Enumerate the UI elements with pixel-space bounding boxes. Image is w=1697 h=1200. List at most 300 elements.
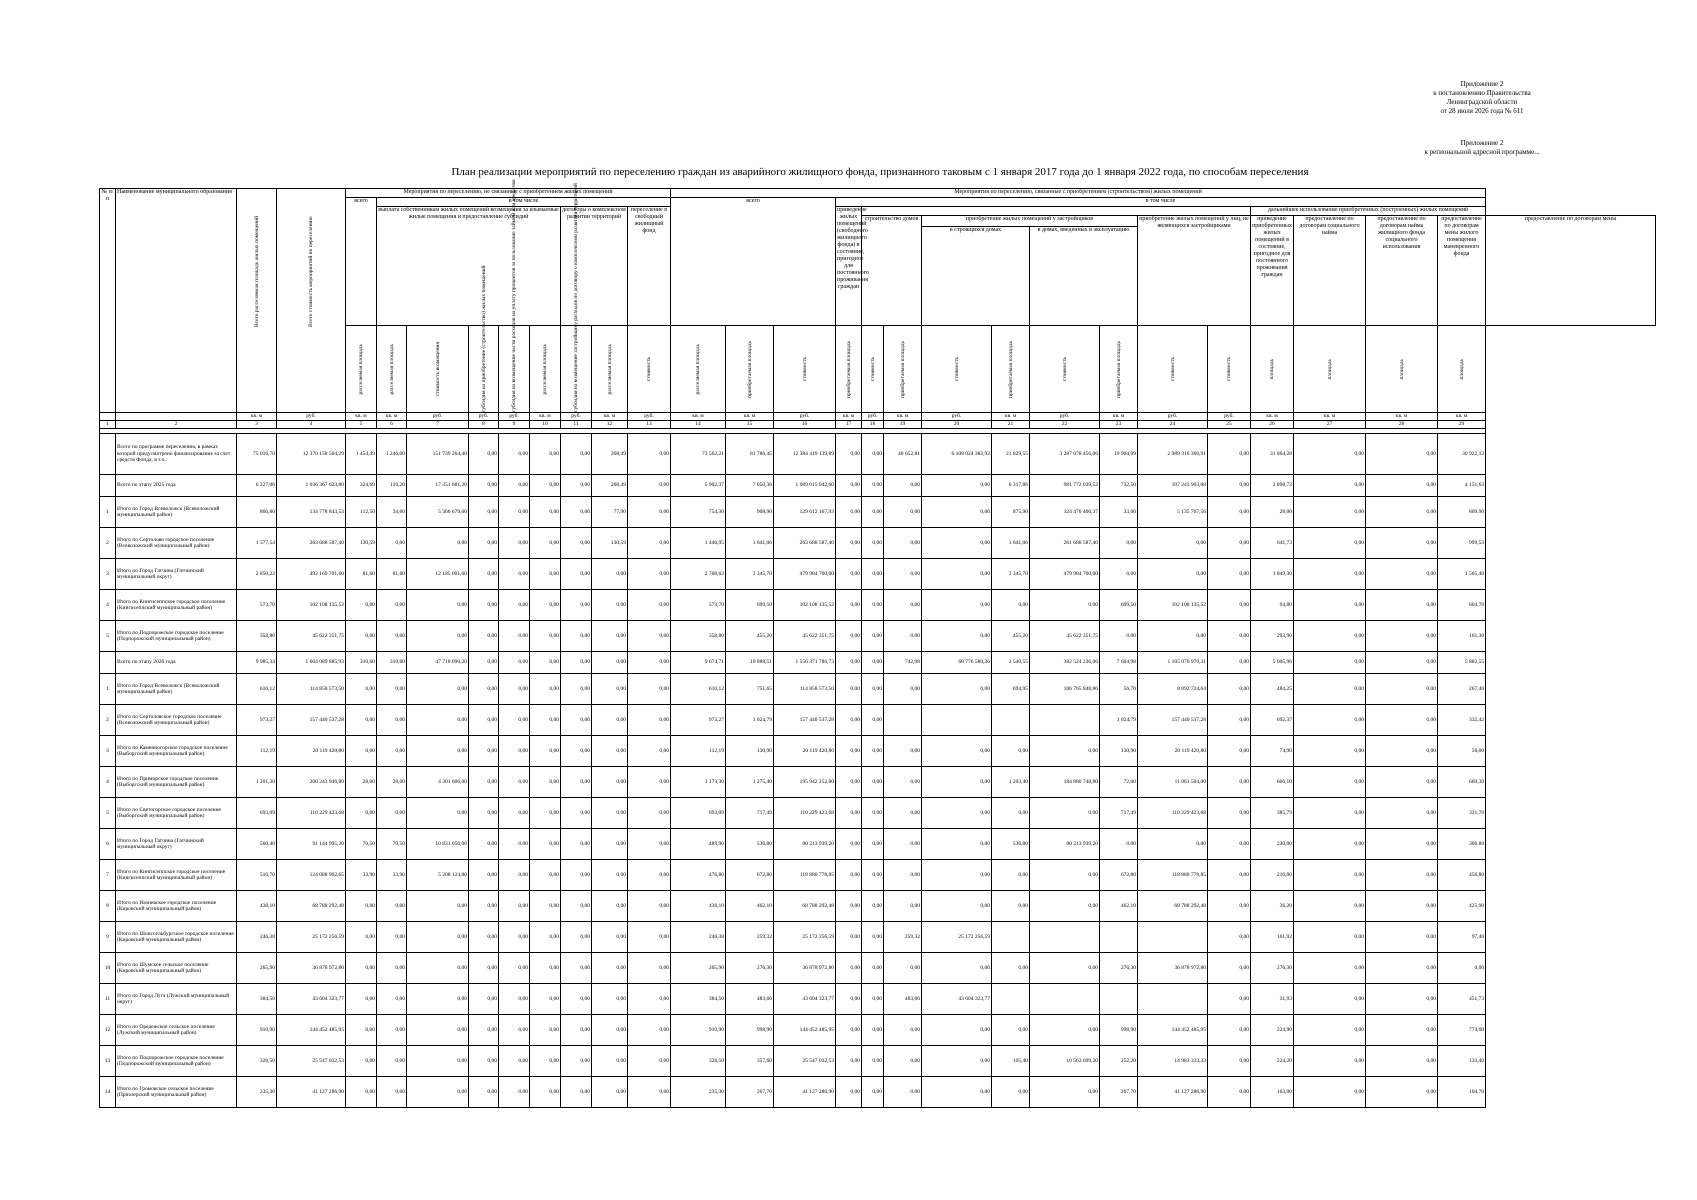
column-number-cell: 10 — [530, 421, 561, 429]
value-cell: 0,00 — [992, 860, 1030, 891]
col-16-label: стоимость — [801, 356, 808, 382]
column-number-cell: 14 — [671, 421, 726, 429]
value-cell: 3 287 078 456,06 — [1030, 434, 1100, 475]
value-cell: 0,00 — [592, 922, 628, 953]
value-cell: 0,00 — [592, 674, 628, 705]
value-cell: 68 788 292,48 — [277, 891, 346, 922]
value-cell: 425,90 — [1438, 891, 1486, 922]
value-cell: 0,00 — [530, 652, 561, 674]
value-cell: 0,00 — [469, 767, 499, 798]
value-cell: 0,00 — [1208, 590, 1251, 621]
value-cell: 10 831 056,00 — [407, 829, 469, 860]
value-cell: 30 922,12 — [1438, 434, 1486, 475]
value-cell: 20 119 420,80 — [774, 736, 836, 767]
value-cell: 0,00 — [836, 984, 862, 1015]
value-cell: 0,00 — [862, 984, 884, 1015]
value-cell: 28,00 — [1251, 497, 1294, 528]
municipality-name-cell: Итого по Сертоловское городское поселение (Всеволожский муниципальный район) — [116, 705, 237, 736]
value-cell: 0,00 — [377, 798, 407, 829]
column-number-cell: 28 — [1366, 421, 1438, 429]
value-cell: 21 829,55 — [992, 434, 1030, 475]
col-10-label: расселяемая площадь — [542, 343, 548, 395]
value-cell: 0,00 — [1294, 922, 1366, 953]
value-cell: 5 882,55 — [1438, 652, 1486, 674]
value-cell: 0,00 — [1100, 621, 1138, 652]
value-cell: 0,00 — [922, 475, 992, 497]
value-cell: 0,00 — [992, 953, 1030, 984]
value-cell: 0,00 — [1208, 475, 1251, 497]
value-cell: 130,90 — [726, 736, 774, 767]
value-cell: 0,00 — [862, 767, 884, 798]
value-cell — [1030, 922, 1100, 953]
value-cell: 358,80 — [671, 621, 726, 652]
value-cell: 112,19 — [671, 736, 726, 767]
municipality-name-cell: Итого по Шумское сельское поселение (Кировский муниципальный район) — [116, 953, 237, 984]
value-cell: 0,00 — [1138, 829, 1208, 860]
municipality-name-cell: Итого по Приморское городское поселение (Выборгский муниципальный район) — [116, 767, 237, 798]
value-cell: 0,00 — [377, 1046, 407, 1077]
value-cell: 0,00 — [499, 705, 530, 736]
value-cell: 0,00 — [1138, 528, 1208, 559]
value-cell: 0,00 — [407, 798, 469, 829]
value-cell: 0,00 — [628, 705, 671, 736]
row-number-cell: 6 — [100, 829, 116, 860]
value-cell: 81 786,45 — [726, 434, 774, 475]
value-cell: 0,00 — [469, 559, 499, 590]
value-cell: 0,00 — [1208, 736, 1251, 767]
value-cell: 8 092 724,64 — [1138, 674, 1208, 705]
value-cell: 33,00 — [1100, 497, 1138, 528]
value-cell: 20 119 420,80 — [1138, 736, 1208, 767]
value-cell: 235,30 — [237, 1077, 277, 1108]
value-cell: 0,00 — [1294, 528, 1366, 559]
municipality-name-cell: Всего по этапу 2026 года — [116, 652, 237, 674]
value-cell: 112,50 — [346, 497, 377, 528]
value-cell — [922, 705, 992, 736]
value-cell: 981 772 039,52 — [1030, 475, 1100, 497]
value-cell: 0,00 — [377, 621, 407, 652]
value-cell: 998,90 — [726, 1015, 774, 1046]
value-cell: 41 127 286,90 — [277, 1077, 346, 1108]
value-cell: 0,00 — [530, 1015, 561, 1046]
value-cell: 0,00 — [592, 1046, 628, 1077]
value-cell: 107 243 903,08 — [1138, 475, 1208, 497]
value-cell: 0,00 — [1294, 705, 1366, 736]
value-cell — [884, 705, 922, 736]
value-cell: 0,00 — [469, 798, 499, 829]
value-cell: 0,00 — [592, 953, 628, 984]
unit-cell: руб. — [1208, 413, 1251, 421]
table-row — [100, 434, 1656, 475]
municipality-name-cell: Итого по Город Всеволожск (Всеволожский муниципальный район) — [116, 497, 237, 528]
value-cell: 0,00 — [1366, 922, 1438, 953]
value-cell: 208,49 — [592, 475, 628, 497]
col-14-header — [671, 326, 726, 413]
value-cell: 910,90 — [237, 1015, 277, 1046]
value-cell: 130,90 — [1100, 736, 1138, 767]
value-cell: 0,00 — [499, 736, 530, 767]
unit-cell: кв. м — [592, 413, 628, 421]
unit-cell: кв. м — [836, 413, 862, 421]
value-cell: 0,00 — [836, 860, 862, 891]
value-cell: 157 440 537,28 — [774, 705, 836, 736]
value-cell: 41 127 286,90 — [1138, 1077, 1208, 1108]
value-cell: 130,59 — [592, 528, 628, 559]
column-number-cell: 19 — [884, 421, 922, 429]
column-number-row — [100, 421, 1656, 429]
value-cell: 246,38 — [237, 922, 277, 953]
municipality-name-cell: Итого по Город Гатчина (Гатчинский муниципальный округ) — [116, 829, 237, 860]
col-22-label: стоимость — [1061, 356, 1068, 382]
value-cell: 2 989 316 300,91 — [1138, 434, 1208, 475]
col-13-label: стоимость — [646, 356, 652, 382]
value-cell: 0,00 — [992, 736, 1030, 767]
value-cell: 144 452 485,95 — [277, 1015, 346, 1046]
value-cell: 0,00 — [561, 736, 592, 767]
value-cell: 0,00 — [499, 984, 530, 1015]
column-number-cell: 13 — [628, 421, 671, 429]
value-cell: 0,00 — [530, 621, 561, 652]
value-cell: 0,00 — [1208, 984, 1251, 1015]
value-cell: 0,00 — [530, 798, 561, 829]
unit-cell: руб. — [862, 413, 884, 421]
value-cell: 12 384 419 139,89 — [774, 434, 836, 475]
value-cell: 0,00 — [862, 705, 884, 736]
value-cell: 118 880 778,85 — [1138, 860, 1208, 891]
value-cell: 0,00 — [836, 953, 862, 984]
value-cell: 0,00 — [346, 798, 377, 829]
value-cell: 36 878 972,80 — [774, 953, 836, 984]
value-cell: 0,00 — [499, 528, 530, 559]
value-cell: 1 556 371 786,73 — [774, 652, 836, 674]
col-mo-header: Наименование муниципального образования — [116, 189, 237, 413]
value-cell: 94,80 — [1251, 590, 1294, 621]
value-cell: 0,00 — [530, 1046, 561, 1077]
value-cell: 0,00 — [884, 674, 922, 705]
value-cell: 0,00 — [884, 891, 922, 922]
value-cell: 0,00 — [1366, 1046, 1438, 1077]
value-cell: 484,25 — [1251, 674, 1294, 705]
col-21-header — [992, 326, 1030, 413]
value-cell: 261 688 587,40 — [1030, 528, 1100, 559]
value-cell: 1 604 089 885,93 — [277, 652, 346, 674]
value-cell: 0,00 — [836, 767, 862, 798]
value-cell: 0,00 — [499, 475, 530, 497]
value-cell: 0,00 — [407, 590, 469, 621]
value-cell: 43 604 323,77 — [922, 984, 992, 1015]
table-row — [100, 829, 1656, 860]
value-cell: 669,30 — [1438, 767, 1486, 798]
value-cell: 0,00 — [592, 559, 628, 590]
value-cell: 0,00 — [1294, 497, 1366, 528]
value-cell: 0,00 — [836, 829, 862, 860]
value-cell: 0,00 — [1294, 736, 1366, 767]
value-cell: 56,70 — [1100, 674, 1138, 705]
value-cell: 328,50 — [237, 1046, 277, 1077]
value-cell: 0,00 — [836, 1015, 862, 1046]
municipality-name-cell: Итого по Каменногорское городское поселение (Выборгский муниципальный район) — [116, 736, 237, 767]
value-cell: 0,00 — [922, 860, 992, 891]
value-cell: 0,00 — [836, 891, 862, 922]
value-cell: 310,60 — [377, 652, 407, 674]
value-cell: 0,00 — [530, 829, 561, 860]
value-cell: 0,00 — [561, 559, 592, 590]
g1c-header: переселение в свободный жилищный фонд — [628, 207, 671, 326]
table-row — [100, 1046, 1656, 1077]
group-purchase-header: Мероприятия по переселению, связанные с приобретением (строительством) жилых помещений — [671, 189, 1486, 198]
units-row — [100, 413, 1656, 421]
value-cell: 0,00 — [1208, 767, 1251, 798]
column-number-cell: 9 — [499, 421, 530, 429]
unit-cell — [100, 413, 116, 421]
value-cell: 0,00 — [469, 984, 499, 1015]
col-28-header — [1366, 326, 1438, 413]
value-cell: 908,90 — [726, 497, 774, 528]
value-cell: 0,00 — [1208, 860, 1251, 891]
value-cell: 0,00 — [862, 1015, 884, 1046]
value-cell: 47 718 090,20 — [407, 652, 469, 674]
value-cell: 476,80 — [671, 860, 726, 891]
col-16-header — [774, 326, 836, 413]
value-cell: 0,00 — [469, 1015, 499, 1046]
value-cell: 0,00 — [1100, 528, 1138, 559]
col-27-label: площадь — [1326, 358, 1333, 380]
value-cell: 910,90 — [671, 1015, 726, 1046]
col-total-cost-label: Всего стоимость мероприятий по переселению — [308, 216, 314, 327]
column-number-cell: 24 — [1138, 421, 1208, 429]
value-cell: 0,00 — [862, 497, 884, 528]
value-cell: 0,00 — [1294, 1015, 1366, 1046]
value-cell: 0,00 — [1208, 497, 1251, 528]
value-cell: 973,27 — [237, 705, 277, 736]
value-cell: 259,32 — [884, 922, 922, 953]
value-cell: 0,00 — [530, 528, 561, 559]
g2-including-header: в том числе — [836, 198, 1486, 207]
value-cell: 0,00 — [469, 829, 499, 860]
table-row — [100, 528, 1656, 559]
value-cell: 124 088 902,65 — [277, 860, 346, 891]
value-cell: 0,00 — [530, 1077, 561, 1108]
column-number-cell: 4 — [277, 421, 346, 429]
g2d-header: приведение приобретенных жилых помещений в состояние, пригодное для постоянного проживания граждан — [1251, 216, 1294, 326]
g2b1-label: в строящихся домах — [922, 227, 1030, 325]
value-cell: 0,00 — [499, 1015, 530, 1046]
value-cell: 19 904,09 — [1100, 434, 1138, 475]
value-cell: 10 563 699,20 — [1030, 1046, 1100, 1077]
value-cell: 157 440 537,28 — [277, 705, 346, 736]
value-cell: 0,00 — [862, 1046, 884, 1077]
value-cell: 134 778 843,53 — [277, 497, 346, 528]
municipality-name-cell: Всего по программе переселения, в рамках которой предусмотрено финансирование за счет средств Фонда, в т.ч.: — [116, 434, 237, 475]
value-cell: 0,00 — [922, 798, 992, 829]
value-cell: 809,90 — [1438, 497, 1486, 528]
col-8-label: субсидия на приобретение (строительство) жилых помещений — [480, 265, 487, 412]
unit-cell: руб. — [277, 413, 346, 421]
value-cell: 479 984 700,00 — [774, 559, 836, 590]
value-cell: 0,00 — [469, 475, 499, 497]
col-17-label: приобретаемая площадь — [845, 340, 852, 398]
value-cell: 28,00 — [346, 767, 377, 798]
unit-cell — [116, 413, 237, 421]
value-cell: 0,00 — [561, 922, 592, 953]
value-cell — [1100, 984, 1138, 1015]
col-22-header — [1030, 326, 1100, 413]
value-cell: 0,00 — [1208, 434, 1251, 475]
table-row — [100, 590, 1656, 621]
value-cell: 0,00 — [862, 674, 884, 705]
table-row — [100, 953, 1656, 984]
value-cell: 0,00 — [1208, 1015, 1251, 1046]
value-cell: 11 061 504,00 — [1138, 767, 1208, 798]
value-cell: 0,00 — [1208, 1046, 1251, 1077]
document-title: План реализации мероприятий по переселению граждан из аварийного жилищного фонда, признанного таковым с 1 января 2017 года до 1 января 2022 года, по способам переселения — [451, 166, 1309, 178]
municipality-name-cell: Итого по Подпорожское городское поселение (Подпорожский муниципальный район) — [116, 1046, 237, 1077]
value-cell: 0,00 — [628, 590, 671, 621]
value-cell: 0,00 — [884, 829, 922, 860]
value-cell: 12 370 158 504,29 — [277, 434, 346, 475]
value-cell: 0,00 — [377, 922, 407, 953]
value-cell: 293,90 — [1251, 621, 1294, 652]
value-cell: 0,00 — [628, 798, 671, 829]
value-cell: 0,00 — [1294, 1077, 1366, 1108]
value-cell: 0,00 — [530, 736, 561, 767]
value-cell: 0,00 — [1208, 674, 1251, 705]
value-cell: 0,00 — [1366, 953, 1438, 984]
value-cell: 0,00 — [469, 922, 499, 953]
value-cell: 17 351 681,20 — [407, 475, 469, 497]
column-number-cell: 1 — [100, 421, 116, 429]
value-cell: 483,66 — [884, 984, 922, 1015]
value-cell: 0,00 — [1438, 953, 1486, 984]
municipality-name-cell: Итого по Город Луга (Лужский муниципальный округ) — [116, 984, 237, 1015]
col-18-header — [862, 326, 884, 413]
col-7-header — [407, 326, 469, 413]
value-cell: 0,00 — [346, 736, 377, 767]
col-9-label: субсидия на возмещение части расходов на уплату процентов за пользование займом или кредитом — [511, 179, 517, 412]
value-cell: 34,60 — [377, 497, 407, 528]
g1d-header: приведение жилых помещений (свободного жилищного фонда) в состояние, пригодное для постоянного проживания граждан — [836, 207, 862, 326]
value-cell: 0,00 — [1294, 984, 1366, 1015]
col-6-label: расселяемая площадь — [388, 343, 395, 395]
value-cell: 1 505,40 — [1438, 559, 1486, 590]
g1a-header: выплата собственникам жилых помещений возмещения за изымаемые жилые помещения и предоставление субсидий — [377, 207, 561, 326]
value-cell: 1 024,79 — [1100, 705, 1138, 736]
value-cell: 144 452 485,95 — [1138, 1015, 1208, 1046]
unit-cell: кв. м — [726, 413, 774, 421]
value-cell: 0,00 — [1294, 590, 1366, 621]
unit-cell: кв. м — [377, 413, 407, 421]
value-cell: 0,00 — [836, 590, 862, 621]
value-cell: 0,00 — [346, 674, 377, 705]
value-cell: 0,00 — [836, 434, 862, 475]
value-cell: 0,00 — [499, 829, 530, 860]
col-total-area-header — [237, 189, 277, 413]
value-cell: 124 476 400,37 — [1030, 497, 1100, 528]
value-cell: 0,00 — [922, 674, 992, 705]
value-cell: 116,20 — [377, 475, 407, 497]
value-cell: 7 050,36 — [726, 475, 774, 497]
value-cell: 0,00 — [377, 705, 407, 736]
row-number-cell: 9 — [100, 922, 116, 953]
table-row — [100, 1077, 1656, 1108]
col-20-label: стоимость — [953, 356, 960, 382]
value-cell: 0,00 — [469, 736, 499, 767]
value-cell: 0,00 — [628, 922, 671, 953]
value-cell: 694,95 — [992, 674, 1030, 705]
value-cell: 0,00 — [1030, 1015, 1100, 1046]
value-cell: 462,10 — [726, 891, 774, 922]
value-cell: 0,00 — [922, 559, 992, 590]
value-cell: 0,00 — [499, 621, 530, 652]
col-23-header — [1100, 326, 1138, 413]
column-number-cell: 25 — [1208, 421, 1251, 429]
table-row — [100, 736, 1656, 767]
value-cell: 14 983 333,33 — [1138, 1046, 1208, 1077]
value-cell — [1138, 922, 1208, 953]
value-cell: 216,00 — [1251, 860, 1294, 891]
value-cell: 0,00 — [346, 1015, 377, 1046]
municipality-name-cell: Всего по этапу 2025 года — [116, 475, 237, 497]
g2e1-header: предоставление по договорам социального найма — [1294, 216, 1366, 326]
col-19-header — [884, 326, 922, 413]
value-cell: 0,00 — [561, 829, 592, 860]
table-row — [100, 798, 1656, 829]
value-cell: 0,00 — [628, 497, 671, 528]
value-cell — [1138, 984, 1208, 1015]
value-cell: 0,00 — [1366, 434, 1438, 475]
value-cell: 455,20 — [992, 621, 1030, 652]
value-cell: 0,00 — [592, 652, 628, 674]
value-cell: 0,00 — [377, 736, 407, 767]
col-21-label: приобретаемая площадь — [1007, 340, 1014, 398]
unit-cell: кв. м — [346, 413, 377, 421]
value-cell: 0,00 — [1366, 705, 1438, 736]
value-cell: 0,00 — [1294, 674, 1366, 705]
value-cell: 0,00 — [1294, 559, 1366, 590]
value-cell: 1 577,54 — [237, 528, 277, 559]
value-cell: 0,00 — [862, 652, 884, 674]
row-number-cell — [100, 475, 116, 497]
value-cell: 6 227,06 — [237, 475, 277, 497]
col-27-header — [1294, 326, 1366, 413]
value-cell: 0,00 — [377, 528, 407, 559]
column-number-cell: 18 — [862, 421, 884, 429]
column-number-cell: 20 — [922, 421, 992, 429]
col-28-label: площадь — [1398, 358, 1405, 380]
municipality-name-cell: Итого по Подпорожское городское поселение (Подпорожский муниципальный район) — [116, 621, 237, 652]
value-cell: 0,00 — [992, 1077, 1030, 1108]
value-cell: 0,00 — [922, 1046, 992, 1077]
value-cell: 0,00 — [346, 922, 377, 953]
value-cell: 0,00 — [628, 767, 671, 798]
value-cell: 1 105 070 970,31 — [1138, 652, 1208, 674]
value-cell: 0,00 — [469, 652, 499, 674]
column-number-cell: 3 — [237, 421, 277, 429]
value-cell: 328,50 — [671, 1046, 726, 1077]
value-cell: 0,00 — [922, 767, 992, 798]
value-cell: 0,00 — [922, 621, 992, 652]
value-cell: 102 108 135,52 — [774, 590, 836, 621]
value-cell: 610,12 — [237, 674, 277, 705]
value-cell: 151 739 264,40 — [407, 434, 469, 475]
col-5-header — [346, 326, 377, 413]
value-cell: 0,00 — [628, 652, 671, 674]
value-cell: 129 612 167,93 — [774, 497, 836, 528]
value-cell: 1 246,00 — [377, 434, 407, 475]
value-cell: 25 547 032,53 — [277, 1046, 346, 1077]
g2e2-header: предоставление по договорам найма жилищного фонда социального использования — [1366, 216, 1438, 326]
resettlement-plan-table — [99, 179, 1656, 1108]
